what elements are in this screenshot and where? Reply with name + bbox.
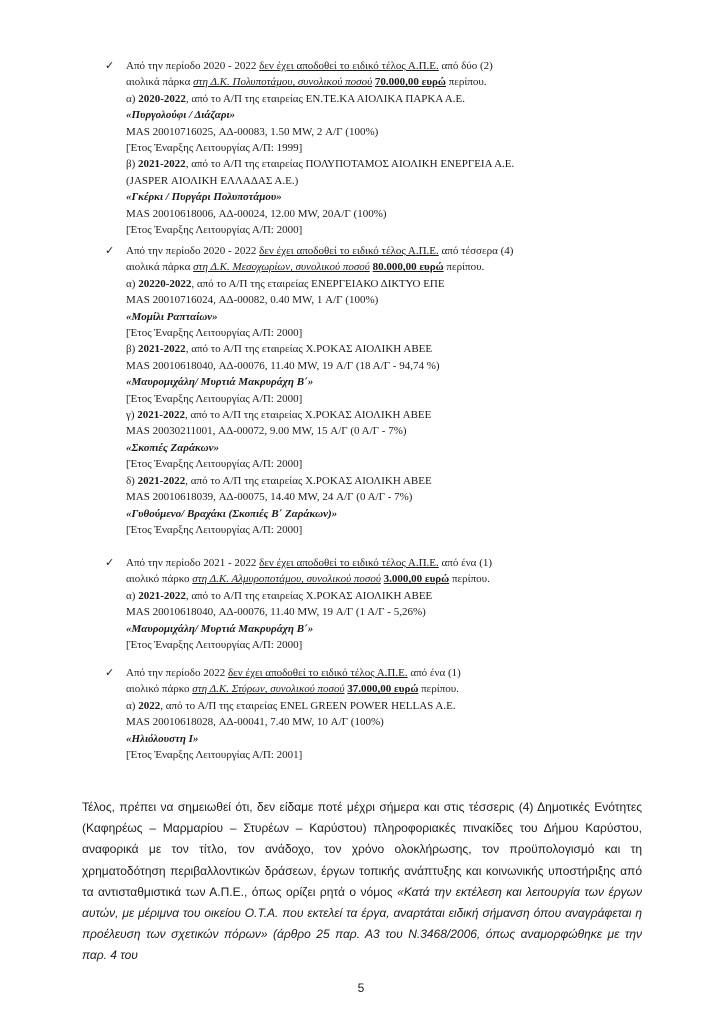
park-company-continued: (JASPER ΑΙΟΛΙΚΗ ΕΛΛΑΔΑΣ Α.Ε.)	[126, 174, 299, 187]
section-intro-line1: Από την περίοδο 2020 - 2022 δεν έχει αποδοθεί το ειδικό τέλος Α.Π.Ε. από δύο (2)	[126, 60, 493, 72]
park-start-year: [Έτος Έναρξης Λειτουργίας Α/Π: 2000]	[126, 327, 303, 340]
park-start-year: [Έτος Έναρξης Λειτουργίας Α/Π: 2000]	[126, 224, 303, 237]
park-details: MAS 20010716024, ΑΔ-00082, 0.40 MW, 1 Α/Γ (100%)	[126, 294, 379, 307]
park-item: β) 2021-2022, από το Α/Π της εταιρείας Χ.ΡΟΚΑΣ ΑΙΟΛΙΚΗ ΑΒΕΕ MAS 20010618040, ΑΔ-00076, 11.40 MW, 19 Α/Γ (18 Α/Γ - 94,74 %) «Μαυρομιχάλη/ Μυρτιά Μακρυράχη Β΄» [Έτος Έναρξης Λειτουργίας Α/Π: 2000]	[106, 341, 646, 407]
section-styra	[106, 665, 646, 763]
park-site-name: «Ηλιόλουστη Ι»	[126, 732, 199, 745]
park-site-name: «Μομίλι Ραπταίων»	[126, 310, 218, 323]
park-site-name: «Μαυρομιχάλη/ Μυρτιά Μακρυράχη Β΄»	[126, 376, 314, 389]
park-details: MAS 20010716025, ΑΔ-00083, 1.50 MW, 2 Α/Γ (100%)	[126, 125, 379, 138]
park-details: MAS 20030211001, ΑΔ-00072, 9.00 MW, 15 Α/Γ (0 Α/Γ - 7%)	[126, 425, 407, 438]
park-site-name: «Μαυρομιχάλη/ Μυρτιά Μακρυράχη Β΄»	[126, 622, 314, 635]
park-details: MAS 20010618040, ΑΔ-00076, 11.40 MW, 19 Α/Γ (18 Α/Γ - 94,74 %)	[126, 359, 440, 372]
park-item: α) 2021-2022, από το Α/Π της εταιρείας Χ.ΡΟΚΑΣ ΑΙΟΛΙΚΗ ΑΒΕΕ MAS 20010618040, ΑΔ-00076, 11.40 MW, 19 Α/Γ (1 Α/Γ - 5,26%) «Μαυρομιχάλη/ Μυρτιά Μακρυράχη Β΄» [Έτος Έναρξης Λειτουργίας Α/Π: 2000]	[106, 588, 646, 654]
park-start-year: [Έτος Έναρξης Λειτουργίας Α/Π: 1999]	[126, 142, 303, 155]
park-site-name: «Γκέρκι / Πυργάρι Πολυποτάμου»	[126, 191, 282, 204]
section-polypotamos	[106, 58, 646, 238]
park-item: γ) 2021-2022, από το Α/Π της εταιρείας Χ.ΡΟΚΑΣ ΑΙΟΛΙΚΗ ΑΒΕΕ MAS 20030211001, ΑΔ-00072, 9.00 MW, 15 Α/Γ (0 Α/Γ - 7%) «Σκοπιές Ζαράκων» [Έτος Έναρξης Λειτουργίας Α/Π: 2000]	[106, 407, 646, 473]
park-start-year: [Έτος Έναρξης Λειτουργίας Α/Π: 2000]	[126, 639, 303, 652]
park-item: α) 20220-2022, από το Α/Π της εταιρείας ΕΝΕΡΓΕΙΑΚΟ ΔΙΚΤΥΟ ΕΠΕ MAS 20010716024, ΑΔ-00082, 0.40 MW, 1 Α/Γ (100%) «Μομίλι Ραπταίων» [Έτος Έναρξης Λειτουργίας Α/Π: 2000]	[106, 276, 646, 342]
checkmark-icon: ✓	[105, 556, 115, 569]
page-number: 5	[357, 981, 365, 995]
checkmark-icon: ✓	[105, 666, 115, 679]
park-details: MAS 20010618028, ΑΔ-00041, 7.40 MW, 10 Α/Γ (100%)	[126, 716, 384, 729]
park-site-name: «Γυθούμενο/ Βραχάκι (Σκοπιές Β΄ Ζαράκων)»	[126, 507, 338, 520]
section-intro-line1: Από την περίοδο 2020 - 2022 δεν έχει αποδοθεί το ειδικό τέλος Α.Π.Ε. από τέσσερα (4)	[126, 245, 514, 257]
closing-paragraph: Τέλος, πρέπει να σημειωθεί ότι, δεν είδαμε ποτέ μέχρι σήμερα και στις τέσσερις (4) Δημοτικές Ενότητες (Καφηρέως – Μαρμαρίου – Στυρέων – Καρύστου) πληροφοριακές πινακίδες του Δήμου Καρύστου, αναφορικά με τον τίτλο, τον ανάδοχο, τον χρόνο ολοκλήρωσης, τον προϋπολογισμό και τη χρηματοδότηση περιβαλλοντικών δράσεων, έργων τοπικής ανάπτυξης και κοινωνικής υποστήριξης από τα αντισταθμιστικά των Α.Π.Ε., όπως ορίζει ρητά ο νόμος «Κατά την εκτέλεση και λειτουργία των έργων αυτών, με μέριμνα του οικείου Ο.Τ.Α. που εκτελεί τα έργα, αναρτάται ειδική σήμανση όπου αναγράφεται η προέλευση των σχετικών πόρων» (άρθρο 25 παρ. Α3 του Ν.3468/2006, όπως αναμορφώθηκε με την παρ. 4 του	[82, 800, 642, 963]
section-intro-line1: Από την περίοδο 2022 δεν έχει αποδοθεί το ειδικό τέλος Α.Π.Ε. από ένα (1)	[126, 667, 461, 679]
section-mesochoria	[106, 243, 646, 538]
park-details: MAS 20010618006, ΑΔ-00024, 12.00 MW, 20Α/Γ (100%)	[126, 207, 387, 220]
section-intro-line2: αιολικό πάρκο στη Δ.Κ. Στύρων, συνολικού ποσού 37.000,00 ευρώ περίπου.	[126, 683, 459, 696]
section-intro-line2: αιολικά πάρκα στη Δ.Κ. Πολυποτάμου, συνολικού ποσού 70.000,00 ευρώ περίπου.	[126, 76, 487, 89]
park-details: MAS 20010618040, ΑΔ-00076, 11.40 MW, 19 Α/Γ (1 Α/Γ - 5,26%)	[126, 606, 426, 619]
section-almyropotamos	[106, 555, 646, 653]
park-start-year: [Έτος Έναρξης Λειτουργίας Α/Π: 2000]	[126, 523, 303, 536]
park-start-year: [Έτος Έναρξης Λειτουργίας Α/Π: 2001]	[126, 749, 303, 762]
park-item: α) 2022, από το Α/Π της εταιρείας ENEL GREEN POWER HELLAS A.E. MAS 20010618028, ΑΔ-00041, 7.40 MW, 10 Α/Γ (100%) «Ηλιόλουστη Ι» [Έτος Έναρξης Λειτουργίας Α/Π: 2001]	[106, 698, 646, 764]
park-start-year: [Έτος Έναρξης Λειτουργίας Α/Π: 2000]	[126, 458, 303, 471]
law-quote: «Κατά την εκτέλεση και λειτουργία των έργων αυτών, με μέριμνα του οικείου Ο.Τ.Α. που εκτελεί τα έργα, αναρτάται ειδική σήμανση όπου αναγράφεται η προέλευση των σχετικών πόρων» (άρθρο 25 παρ. Α3 του Ν.3468/2006, όπως αναμορφώθηκε με την παρ. 4 του	[82, 884, 642, 963]
checkmark-icon: ✓	[105, 59, 115, 72]
park-site-name: «Σκοπιές Ζαράκων»	[126, 441, 220, 454]
checkmark-icon: ✓	[105, 244, 115, 257]
section-intro-line2: αιολικά πάρκα στη Δ.Κ. Μεσοχωρίων, συνολικού ποσού 80.000,00 ευρώ περίπου.	[126, 261, 485, 274]
park-item: β) 2021-2022, από το Α/Π της εταιρείας ΠΟΛΥΠΟΤΑΜΟΣ ΑΙΟΛΙΚΗ ΕΝΕΡΓΕΙΑ Α.Ε. (JASPER ΑΙΟΛΙΚΗ ΕΛΛΑΔΑΣ Α.Ε.) «Γκέρκι / Πυργάρι Πολυποτάμου» MAS 20010618006, ΑΔ-00024, 12.00 MW, 20Α/Γ (100%) [Έτος Έναρξης Λειτουργίας Α/Π: 2000]	[106, 156, 646, 238]
park-details: MAS 20010618039, ΑΔ-00075, 14.40 MW, 24 Α/Γ (0 Α/Γ - 7%)	[126, 491, 413, 504]
park-start-year: [Έτος Έναρξης Λειτουργίας Α/Π: 2000]	[126, 392, 303, 405]
park-site-name: «Πυργολούφι / Διάζαρι»	[126, 109, 236, 122]
section-intro-line2: αιολικό πάρκο στη Δ.Κ. Αλμυροποτάμου, συνολικού ποσού 3.000,00 ευρώ περίπου.	[126, 573, 490, 586]
park-item: δ) 2021-2022, από το Α/Π της εταιρείας Χ.ΡΟΚΑΣ ΑΙΟΛΙΚΗ ΑΒΕΕ MAS 20010618039, ΑΔ-00075, 14.40 MW, 24 Α/Γ (0 Α/Γ - 7%) «Γυθούμενο/ Βραχάκι (Σκοπιές Β΄ Ζαράκων)» [Έτος Έναρξης Λειτουργίας Α/Π: 2000]	[106, 473, 646, 539]
park-item: α) 2020-2022, από το Α/Π της εταιρείας ΕΝ.ΤΕ.ΚΑ ΑΙΟΛΙΚΑ ΠΑΡΚΑ Α.Ε. «Πυργολούφι / Διάζαρι» MAS 20010716025, ΑΔ-00083, 1.50 MW, 2 Α/Γ (100%) [Έτος Έναρξης Λειτουργίας Α/Π: 1999]	[106, 91, 646, 157]
section-intro-line1: Από την περίοδο 2021 - 2022 δεν έχει αποδοθεί το ειδικό τέλος Α.Π.Ε. από ένα (1)	[126, 557, 493, 569]
